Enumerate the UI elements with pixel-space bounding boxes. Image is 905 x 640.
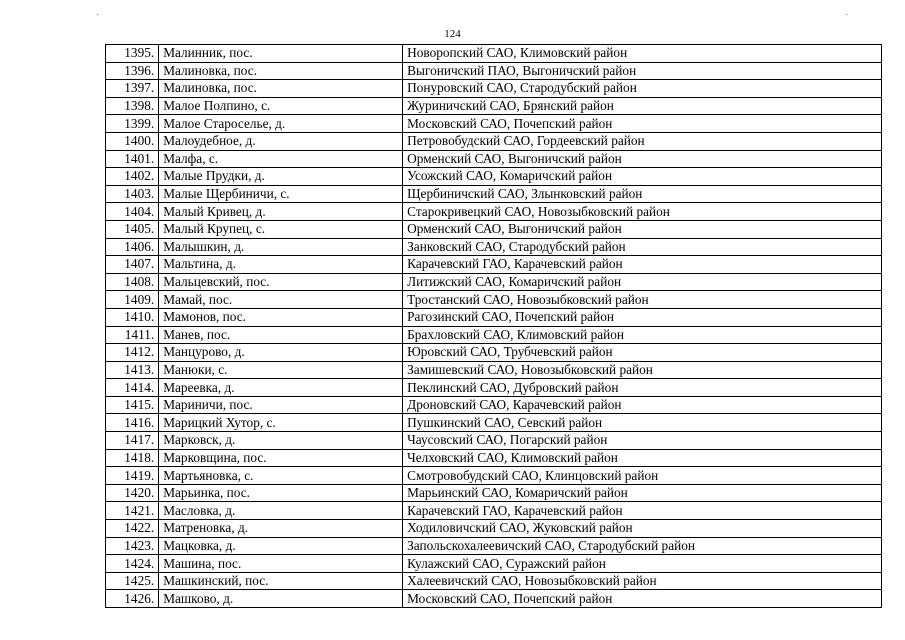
administrative-district: Занковский САО, Стародубский район	[403, 238, 882, 256]
scan-mark-left: ·	[96, 10, 100, 21]
row-number: 1399.	[106, 115, 159, 133]
settlement-name: Машина, пос.	[159, 555, 403, 573]
table-row	[106, 308, 882, 326]
administrative-district: Брахловский САО, Климовский район	[403, 326, 882, 344]
administrative-district: Щербиничский САО, Злынковский район	[403, 185, 882, 203]
row-number: 1421.	[106, 502, 159, 520]
settlement-name: Машкинский, пос.	[159, 572, 403, 590]
row-number: 1411.	[106, 326, 159, 344]
row-number: 1418.	[106, 449, 159, 467]
settlement-name: Малые Прудки, д.	[159, 168, 403, 186]
page-number: 124	[444, 28, 461, 40]
table-row	[106, 326, 882, 344]
row-number: 1398.	[106, 97, 159, 115]
row-number: 1406.	[106, 238, 159, 256]
administrative-district: Ходиловичский САО, Жуковский район	[403, 520, 882, 538]
administrative-district: Журиничский САО, Брянский район	[403, 97, 882, 115]
settlement-name: Малое Полпино, с.	[159, 97, 403, 115]
administrative-district: Литижский САО, Комаричский район	[403, 273, 882, 291]
row-number: 1417.	[106, 432, 159, 450]
row-number: 1395.	[106, 45, 159, 63]
administrative-district: Халеевичский САО, Новозыбковский район	[403, 572, 882, 590]
settlement-name: Мариничи, пос.	[159, 396, 403, 414]
table-row	[106, 555, 882, 573]
administrative-district: Московский САО, Почепский район	[403, 590, 882, 608]
table-row	[106, 168, 882, 186]
table-row	[106, 115, 882, 133]
administrative-district: Старокривецкий САО, Новозыбковский район	[403, 203, 882, 221]
table-row	[106, 537, 882, 555]
settlement-name: Марковск, д.	[159, 432, 403, 450]
settlement-name: Марьинка, пос.	[159, 484, 403, 502]
row-number: 1401.	[106, 150, 159, 168]
table-row	[106, 273, 882, 291]
row-number: 1396.	[106, 62, 159, 80]
row-number: 1400.	[106, 132, 159, 150]
settlement-name: Мареевка, д.	[159, 379, 403, 397]
settlement-name: Мацковка, д.	[159, 537, 403, 555]
table-row	[106, 220, 882, 238]
table-row	[106, 203, 882, 221]
settlement-name: Малоудебное, д.	[159, 132, 403, 150]
table-row	[106, 379, 882, 397]
administrative-district: Чаусовский САО, Погарский район	[403, 432, 882, 450]
table-row	[106, 45, 882, 63]
row-number: 1422.	[106, 520, 159, 538]
settlement-name: Марковщина, пос.	[159, 449, 403, 467]
row-number: 1425.	[106, 572, 159, 590]
administrative-district: Орменский САО, Выгоничский район	[403, 220, 882, 238]
administrative-district: Кулажский САО, Суражский район	[403, 555, 882, 573]
settlement-name: Мальтина, д.	[159, 256, 403, 274]
row-number: 1424.	[106, 555, 159, 573]
settlement-name: Марицкий Хутор, с.	[159, 414, 403, 432]
administrative-district: Запольскохалеевичский САО, Стародубский район	[403, 537, 882, 555]
settlement-name: Малышкин, д.	[159, 238, 403, 256]
table-row	[106, 361, 882, 379]
table-row	[106, 62, 882, 80]
table-row	[106, 502, 882, 520]
table-row	[106, 132, 882, 150]
row-number: 1415.	[106, 396, 159, 414]
settlement-name: Мамай, пос.	[159, 291, 403, 309]
row-number: 1413.	[106, 361, 159, 379]
administrative-district: Пеклинский САО, Дубровский район	[403, 379, 882, 397]
row-number: 1407.	[106, 256, 159, 274]
administrative-district: Рагозинский САО, Почепский район	[403, 308, 882, 326]
row-number: 1416.	[106, 414, 159, 432]
row-number: 1426.	[106, 590, 159, 608]
administrative-district: Дроновский САО, Карачевский район	[403, 396, 882, 414]
table-row	[106, 97, 882, 115]
settlement-name: Матреновка, д.	[159, 520, 403, 538]
administrative-district: Карачевский ГАО, Карачевский район	[403, 256, 882, 274]
table-row	[106, 344, 882, 362]
table-row	[106, 238, 882, 256]
table-row	[106, 520, 882, 538]
administrative-district: Смотровобудский САО, Клинцовский район	[403, 467, 882, 485]
table-row	[106, 150, 882, 168]
settlement-name: Масловка, д.	[159, 502, 403, 520]
table-row	[106, 414, 882, 432]
administrative-district: Орменский САО, Выгоничский район	[403, 150, 882, 168]
table-row	[106, 572, 882, 590]
table-body	[106, 45, 882, 608]
table-row	[106, 80, 882, 98]
settlement-name: Малые Щербиничи, с.	[159, 185, 403, 203]
administrative-district: Замишевский САО, Новозыбковский район	[403, 361, 882, 379]
row-number: 1414.	[106, 379, 159, 397]
settlement-name: Машково, д.	[159, 590, 403, 608]
settlement-name: Малый Кривец, д.	[159, 203, 403, 221]
settlement-name: Мальцевский, пос.	[159, 273, 403, 291]
table-row	[106, 432, 882, 450]
table-row	[106, 185, 882, 203]
table-row	[106, 256, 882, 274]
administrative-district: Понуровский САО, Стародубский район	[403, 80, 882, 98]
settlement-name: Малиновка, пос.	[159, 62, 403, 80]
settlement-name: Малинник, пос.	[159, 45, 403, 63]
administrative-district: Новоропский САО, Климовский район	[403, 45, 882, 63]
row-number: 1409.	[106, 291, 159, 309]
row-number: 1423.	[106, 537, 159, 555]
row-number: 1405.	[106, 220, 159, 238]
settlement-name: Манцурово, д.	[159, 344, 403, 362]
administrative-district: Марьинский САО, Комаричский район	[403, 484, 882, 502]
row-number: 1408.	[106, 273, 159, 291]
table-row	[106, 467, 882, 485]
scan-mark-right: ·	[845, 10, 849, 21]
row-number: 1410.	[106, 308, 159, 326]
table-row	[106, 449, 882, 467]
row-number: 1404.	[106, 203, 159, 221]
row-number: 1420.	[106, 484, 159, 502]
administrative-district: Тростанский САО, Новозыбковский район	[403, 291, 882, 309]
row-number: 1397.	[106, 80, 159, 98]
row-number: 1419.	[106, 467, 159, 485]
administrative-district: Усожский САО, Комаричский район	[403, 168, 882, 186]
row-number: 1402.	[106, 168, 159, 186]
settlements-table	[105, 44, 882, 608]
settlement-name: Малый Крупец, с.	[159, 220, 403, 238]
settlement-name: Манюки, с.	[159, 361, 403, 379]
table-row	[106, 291, 882, 309]
settlement-name: Малиновка, пос.	[159, 80, 403, 98]
settlement-name: Малфа, с.	[159, 150, 403, 168]
administrative-district: Выгоничский ПАО, Выгоничский район	[403, 62, 882, 80]
administrative-district: Юровский САО, Трубчевский район	[403, 344, 882, 362]
row-number: 1403.	[106, 185, 159, 203]
table-row	[106, 396, 882, 414]
administrative-district: Петровобудский САО, Гордеевский район	[403, 132, 882, 150]
row-number: 1412.	[106, 344, 159, 362]
table-row	[106, 590, 882, 608]
administrative-district: Московский САО, Почепский район	[403, 115, 882, 133]
settlement-name: Манев, пос.	[159, 326, 403, 344]
table-row	[106, 484, 882, 502]
settlement-name: Малое Староселье, д.	[159, 115, 403, 133]
settlement-name: Мартьяновка, с.	[159, 467, 403, 485]
administrative-district: Пушкинский САО, Севский район	[403, 414, 882, 432]
administrative-district: Карачевский ГАО, Карачевский район	[403, 502, 882, 520]
administrative-district: Челховский САО, Климовский район	[403, 449, 882, 467]
settlement-name: Мамонов, пос.	[159, 308, 403, 326]
